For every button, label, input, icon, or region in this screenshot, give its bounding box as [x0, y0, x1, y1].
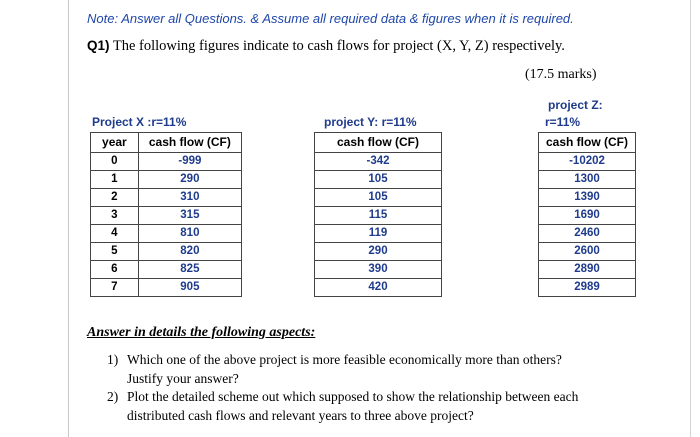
year-cell: 4	[91, 225, 139, 243]
cash-flow-cell: 290	[315, 243, 442, 261]
table-row	[315, 207, 442, 225]
cash-flow-cell: 2600	[539, 243, 636, 261]
answer-item-line-2: Justify your answer?	[127, 371, 239, 386]
table-row	[315, 189, 442, 207]
year-cell: 6	[91, 261, 139, 279]
year-cell: 7	[91, 279, 139, 297]
year-cell: 5	[91, 243, 139, 261]
table-row	[315, 225, 442, 243]
answer-item-line-2: distributed cash flows and relevant years to three above project?	[127, 408, 474, 423]
table-row	[539, 153, 636, 171]
page-left-border	[68, 0, 69, 437]
table-row	[91, 243, 242, 261]
table-row	[539, 189, 636, 207]
answer-item-number: 2)	[107, 389, 119, 404]
answer-item-number: 1)	[107, 352, 119, 367]
cash-flow-cell: 810	[138, 225, 241, 243]
cash-flow-cell: 2890	[539, 261, 636, 279]
cash-flow-cell: 119	[315, 225, 442, 243]
table-row	[91, 279, 242, 297]
cash-flow-header: cash flow (CF)	[539, 133, 636, 153]
table-row	[539, 207, 636, 225]
cash-flow-cell: 105	[315, 171, 442, 189]
cash-flow-cell: 820	[138, 243, 241, 261]
project-x-table	[90, 132, 242, 297]
table-row	[539, 279, 636, 297]
cash-flow-cell: 1300	[539, 171, 636, 189]
table-row	[315, 279, 442, 297]
cash-flow-cell: 290	[138, 171, 241, 189]
year-cell: 1	[91, 171, 139, 189]
cash-flow-cell: 115	[315, 207, 442, 225]
table-row	[539, 243, 636, 261]
table-row	[539, 225, 636, 243]
cash-flow-cell: 2989	[539, 279, 636, 297]
table-header-row	[91, 133, 242, 153]
cash-flow-cell: 825	[138, 261, 241, 279]
cash-flow-cell: 310	[138, 189, 241, 207]
cash-flow-cell: 105	[315, 189, 442, 207]
cash-flow-cell: 1390	[539, 189, 636, 207]
cash-flow-cell: 905	[138, 279, 241, 297]
year-cell: 0	[91, 153, 139, 171]
cash-flow-cell: -342	[315, 153, 442, 171]
cash-flow-cell: 1690	[539, 207, 636, 225]
project-z-caption-line2: r=11%	[545, 115, 581, 129]
table-header-row	[315, 133, 442, 153]
table-row	[91, 171, 242, 189]
question-1-label: Q1)	[87, 38, 110, 53]
year-header: year	[91, 133, 139, 153]
answer-item-line-1: Plot the detailed scheme out which supposed to show the relationship between each	[127, 389, 579, 404]
table-row	[91, 153, 242, 171]
table-row	[315, 153, 442, 171]
table-row	[91, 207, 242, 225]
answer-heading: Answer in details the following aspects:	[87, 325, 316, 340]
cash-flow-cell: 390	[315, 261, 442, 279]
table-header-row	[539, 133, 636, 153]
instructions-note: Note: Answer all Questions. & Assume all required data & figures when it is required.	[87, 11, 574, 26]
year-cell: 3	[91, 207, 139, 225]
cash-flow-header: cash flow (CF)	[138, 133, 241, 153]
question-1-text: The following figures indicate to cash flows for project (X, Y, Z) respectively.	[109, 38, 565, 54]
cash-flow-cell: 420	[315, 279, 442, 297]
answer-item-line-1: Which one of the above project is more feasible economically more than others?	[127, 352, 562, 367]
question-1-marks: (17.5 marks)	[525, 67, 597, 82]
page-right-border	[690, 0, 691, 437]
cash-flow-cell: -10202	[539, 153, 636, 171]
cash-flow-cell: 315	[138, 207, 241, 225]
project-z-caption-line1: project Z:	[548, 98, 603, 112]
project-z-table	[538, 132, 636, 297]
cash-flow-header: cash flow (CF)	[315, 133, 442, 153]
cash-flow-cell: -999	[138, 153, 241, 171]
year-cell: 2	[91, 189, 139, 207]
cash-flow-cell: 2460	[539, 225, 636, 243]
table-row	[91, 225, 242, 243]
answer-item-1	[107, 350, 667, 388]
table-row	[539, 171, 636, 189]
project-y-caption: project Y: r=11%	[324, 115, 417, 129]
table-row	[91, 189, 242, 207]
table-row	[315, 243, 442, 261]
table-row	[315, 171, 442, 189]
table-row	[315, 261, 442, 279]
table-row	[539, 261, 636, 279]
project-x-caption: Project X :r=11%	[92, 115, 187, 129]
answer-item-2	[107, 387, 667, 425]
table-row	[91, 261, 242, 279]
project-y-table	[314, 132, 442, 297]
question-1	[87, 38, 565, 55]
